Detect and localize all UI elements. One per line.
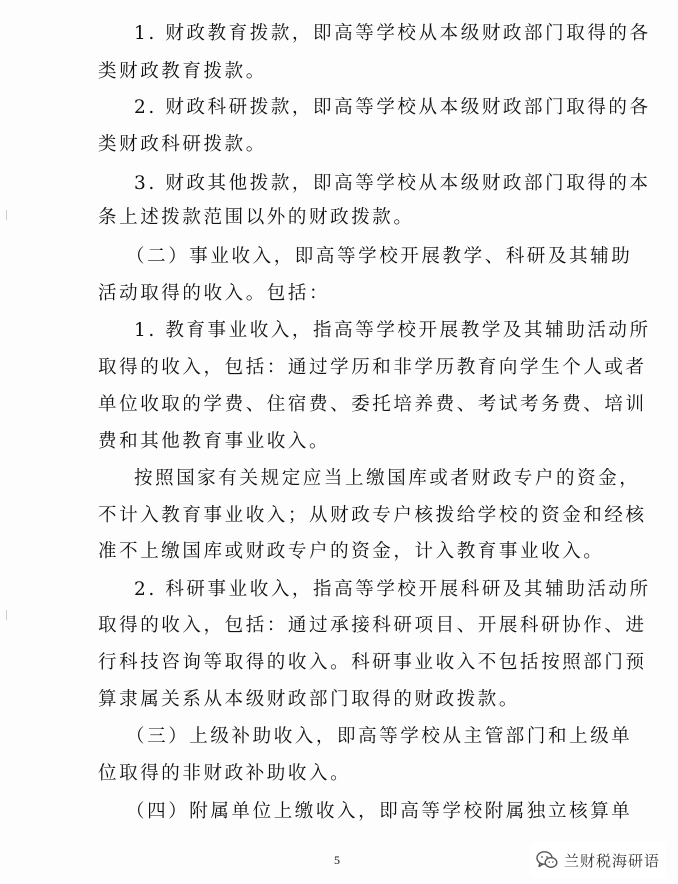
text-line: 行科技咨询等取得的收入。科研事业收入不包括按照部门预 [98,652,647,673]
text-line: 按照国家有关规定应当上缴国库或者财政专户的资金， [134,468,641,489]
section-heading: （四）附属单位上缴收入，即高等学校附属独立核算单 [126,801,633,822]
section-heading: （二）事业收入，即高等学校开展教学、科研及其辅助 [126,246,633,267]
text-line: 准不上缴国库或财政专户的资金，计入教育事业收入。 [98,541,605,562]
text-line: 算隶属关系从本级财政部门取得的财政拨款。 [98,689,521,710]
scan-margin-mark [6,610,7,620]
text-line: 3. 财政其他拨款，即高等学校从本级财政部门取得的本 [134,173,651,194]
section-heading: （三）上级补助收入，即高等学校从主管部门和上级单 [126,726,633,747]
text-line: 1. 财政教育拨款，即高等学校从本级财政部门取得的各 [134,23,651,44]
text-line: 不计入教育事业收入；从财政专户核拨给学校的资金和经核 [98,505,647,526]
text-line: 活动取得的收入。包括： [98,283,331,304]
text-line: 位取得的非财政补助收入。 [98,763,352,784]
text-line: 取得的收入，包括：通过承接科研项目、开展科研协作、进 [98,615,647,636]
text-line: 费和其他教育事业收入。 [98,431,331,452]
page-number: 5 [334,853,340,867]
text-line: 类财政科研拨款。 [98,134,267,155]
text-line: 单位收取的学费、住宿费、委托培养费、考试考务费、培训 [98,394,647,415]
text-line: 取得的收入，包括：通过学历和非学历教育向学生个人或者 [98,357,647,378]
text-line: 2. 科研事业收入，指高等学校开展科研及其辅助活动所 [134,579,651,600]
text-line: 类财政教育拨款。 [98,61,267,82]
text-line: 1. 教育事业收入，指高等学校开展教学及其辅助活动所 [134,320,651,341]
scan-margin-mark [6,210,7,220]
text-line: 2. 财政科研拨款，即高等学校从本级财政部门取得的各 [134,97,651,118]
watermark-text: 兰财税海研语 [564,851,661,870]
wechat-icon [536,850,558,870]
text-line: 条上述拨款范围以外的财政拨款。 [98,207,415,228]
watermark [530,842,666,878]
